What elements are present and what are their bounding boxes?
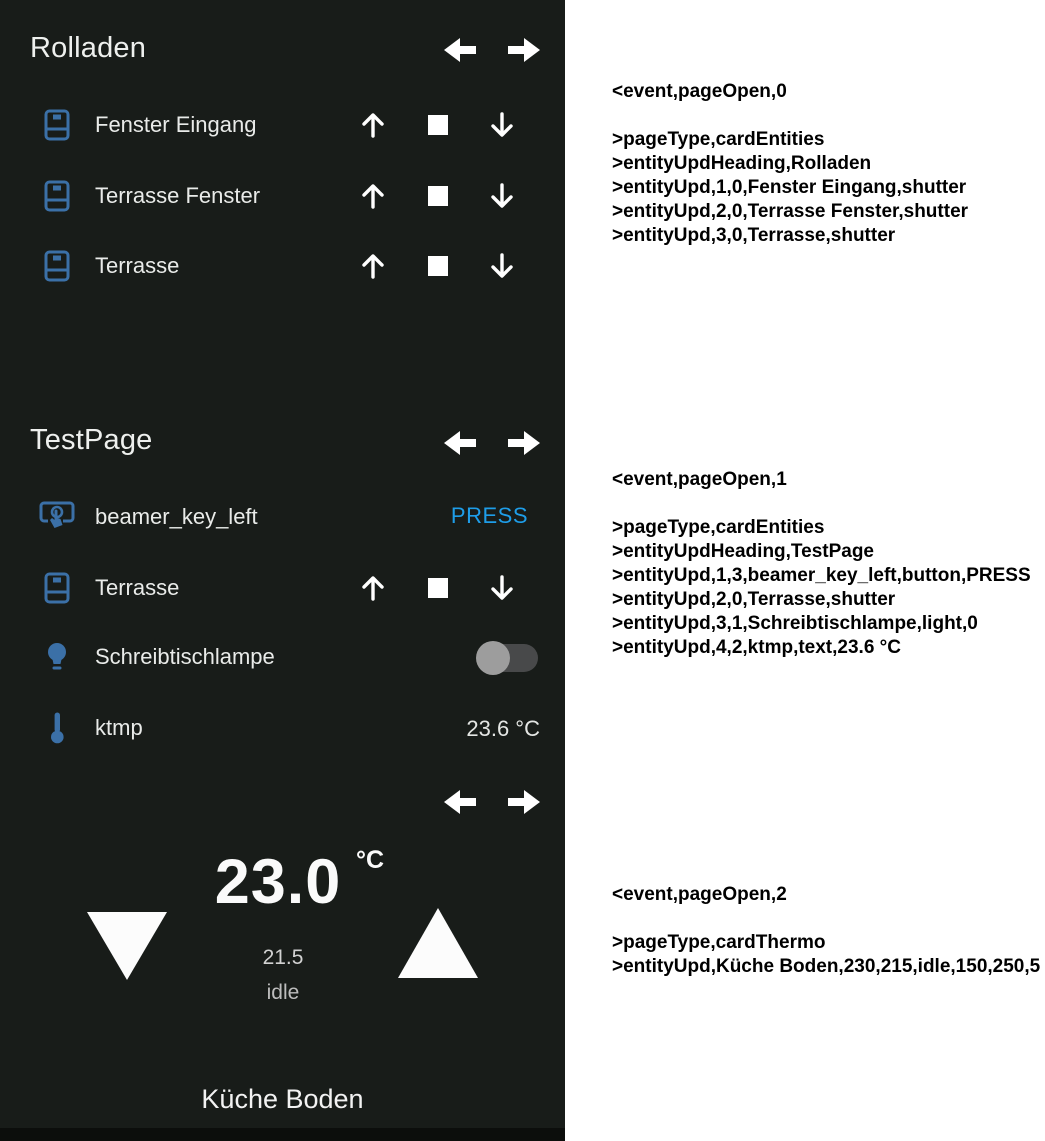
window-shutter-icon	[44, 179, 70, 213]
toggle-knob[interactable]	[476, 641, 510, 675]
setpoint-up-button[interactable]	[398, 908, 478, 978]
thermometer-icon	[50, 711, 65, 745]
shutter-stop-button[interactable]	[428, 256, 448, 276]
panel-bottom-bar	[0, 1128, 565, 1141]
nav-prev-icon[interactable]	[440, 34, 480, 66]
entity-label: Terrasse	[95, 253, 180, 278]
log-line: <event,pageOpen,0	[612, 81, 787, 102]
setpoint-down-button[interactable]	[87, 912, 167, 980]
card-testpage-heading: TestPage	[30, 424, 153, 456]
log-line: <event,pageOpen,2	[612, 884, 787, 905]
log-line: >entityUpdHeading,Rolladen	[612, 153, 872, 174]
shutter-stop-button[interactable]	[428, 186, 448, 206]
log-line: >entityUpd,2,0,Terrasse,shutter	[612, 589, 896, 610]
nav-prev-icon[interactable]	[440, 427, 480, 459]
log-line: >entityUpd,1,0,Fenster Eingang,shutter	[612, 177, 967, 198]
log-line: >entityUpd,2,0,Terrasse Fenster,shutter	[612, 201, 969, 222]
log-line: >entityUpd,1,3,beamer_key_left,button,PRESS	[612, 565, 1031, 586]
log-block-page1	[612, 468, 1042, 660]
shutter-down-button[interactable]	[488, 251, 516, 281]
nav-next-icon[interactable]	[504, 786, 544, 818]
entity-label: ktmp	[95, 715, 143, 740]
nav-next-icon[interactable]	[504, 427, 544, 459]
shutter-up-button[interactable]	[359, 110, 387, 140]
card-rolladen-heading: Rolladen	[30, 32, 147, 64]
log-line: >entityUpd,3,1,Schreibtischlampe,light,0	[612, 613, 978, 634]
entity-label: Terrasse	[95, 575, 180, 600]
current-temperature: 23.0	[214, 847, 342, 917]
log-line: >pageType,cardEntities	[612, 517, 825, 538]
log-block-page2	[612, 883, 1042, 979]
shutter-up-button[interactable]	[359, 251, 387, 281]
log-line	[612, 907, 1042, 931]
shutter-stop-button[interactable]	[428, 578, 448, 598]
log-line: <event,pageOpen,1	[612, 469, 787, 490]
log-line: >entityUpd,Küche Boden,230,215,idle,150,250,5	[612, 956, 1041, 977]
shutter-stop-button[interactable]	[428, 115, 448, 135]
entity-label: Schreibtischlampe	[95, 644, 275, 669]
nav-prev-icon[interactable]	[440, 786, 480, 818]
shutter-up-button[interactable]	[359, 181, 387, 211]
entity-label: beamer_key_left	[95, 504, 258, 529]
entity-label: Terrasse Fenster	[95, 183, 261, 208]
log-line: >pageType,cardThermo	[612, 932, 826, 953]
temperature-unit: °C	[356, 846, 385, 874]
shutter-down-button[interactable]	[488, 110, 516, 140]
window-shutter-icon	[44, 249, 70, 283]
log-line	[612, 104, 1042, 128]
log-line: >entityUpd,4,2,ktmp,text,23.6 °C	[612, 637, 901, 658]
thermostat-title: Küche Boden	[201, 1084, 364, 1114]
log-block-page0	[612, 80, 1042, 248]
log-line: >pageType,cardEntities	[612, 129, 825, 150]
sensor-value: 23.6 °C	[466, 716, 540, 741]
log-line: >entityUpd,3,0,Terrasse,shutter	[612, 225, 896, 246]
setpoint-value: 21.5	[262, 946, 304, 969]
window-shutter-icon	[44, 571, 70, 605]
log-line: >entityUpdHeading,TestPage	[612, 541, 875, 562]
window-shutter-icon	[44, 108, 70, 142]
shutter-down-button[interactable]	[488, 573, 516, 603]
log-line	[612, 492, 1042, 516]
light-toggle-switch[interactable]	[478, 644, 538, 672]
lightbulb-icon	[46, 642, 68, 672]
shutter-up-button[interactable]	[359, 573, 387, 603]
shutter-down-button[interactable]	[488, 181, 516, 211]
nav-next-icon[interactable]	[504, 34, 544, 66]
press-button[interactable]: PRESS	[450, 503, 528, 528]
hvac-state: idle	[266, 981, 300, 1004]
gesture-tap-button-icon	[38, 500, 76, 531]
entity-label: Fenster Eingang	[95, 112, 257, 137]
